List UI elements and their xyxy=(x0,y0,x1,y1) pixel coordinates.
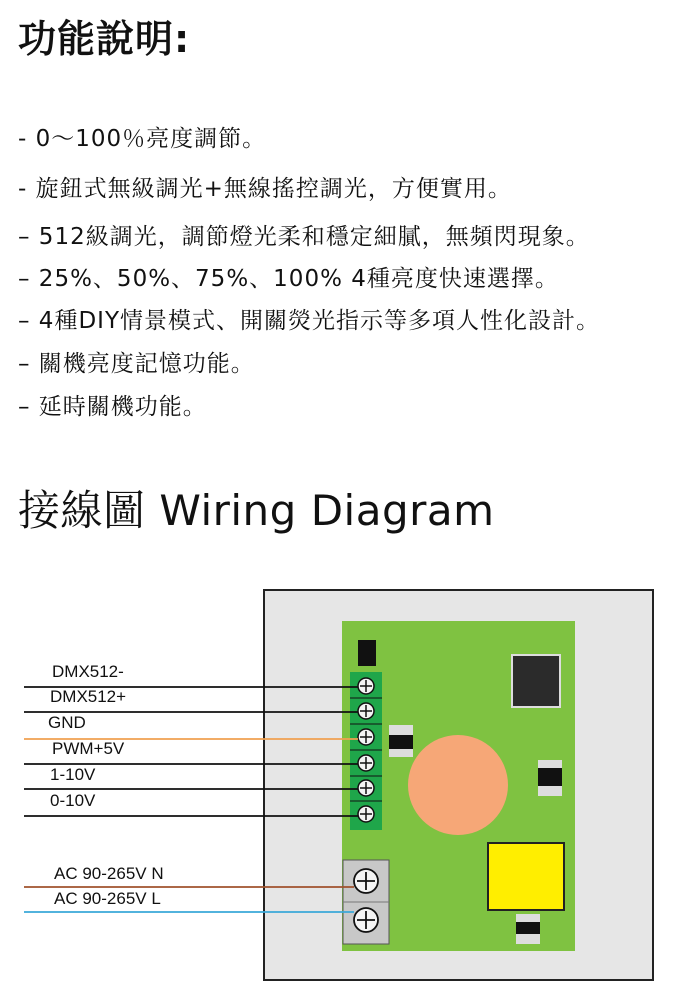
section-title: 功能說明: xyxy=(18,17,191,61)
feature-item: – 延時關機功能。 xyxy=(18,394,207,420)
label-dmx-plus: DMX512+ xyxy=(50,687,127,706)
yellow-block xyxy=(488,843,564,910)
label-pwm: PWM+5V xyxy=(52,739,125,758)
label-0-10v: 0-10V xyxy=(50,791,96,810)
component-lead xyxy=(538,760,562,768)
knob xyxy=(408,735,508,835)
ic-chip xyxy=(512,655,560,707)
component-lead xyxy=(389,725,413,735)
component-bottom xyxy=(516,922,540,934)
label-ac-l: AC 90-265V L xyxy=(54,889,161,908)
component-lead xyxy=(538,786,562,796)
label-gnd: GND xyxy=(48,713,86,732)
label-dmx-minus: DMX512- xyxy=(52,662,124,681)
feature-item: – 4種DIY情景模式、開關熒光指示等多項人性化設計。 xyxy=(18,308,600,334)
feature-item: - 旋鈕式無級調光+無線搖控調光，方便實用。 xyxy=(18,176,512,202)
component-lead xyxy=(389,749,413,757)
component-mid-left xyxy=(389,735,413,749)
feature-item: – 關機亮度記憶功能。 xyxy=(18,351,255,377)
label-1-10v: 1-10V xyxy=(50,765,96,784)
wiring-title: 接線圖 Wiring Diagram xyxy=(18,486,495,535)
component-lead xyxy=(516,914,540,922)
component-lead xyxy=(516,934,540,944)
component-top xyxy=(358,640,376,666)
feature-item: - 0～100％亮度調節。 xyxy=(18,126,267,152)
feature-item: – 512級調光，調節燈光柔和穩定細膩，無頻閃現象。 xyxy=(18,224,590,250)
feature-item: – 25%、50%、75%、100% 4種亮度快速選擇。 xyxy=(18,266,559,292)
component-right xyxy=(538,768,562,786)
label-ac-n: AC 90-265V N xyxy=(54,864,164,883)
